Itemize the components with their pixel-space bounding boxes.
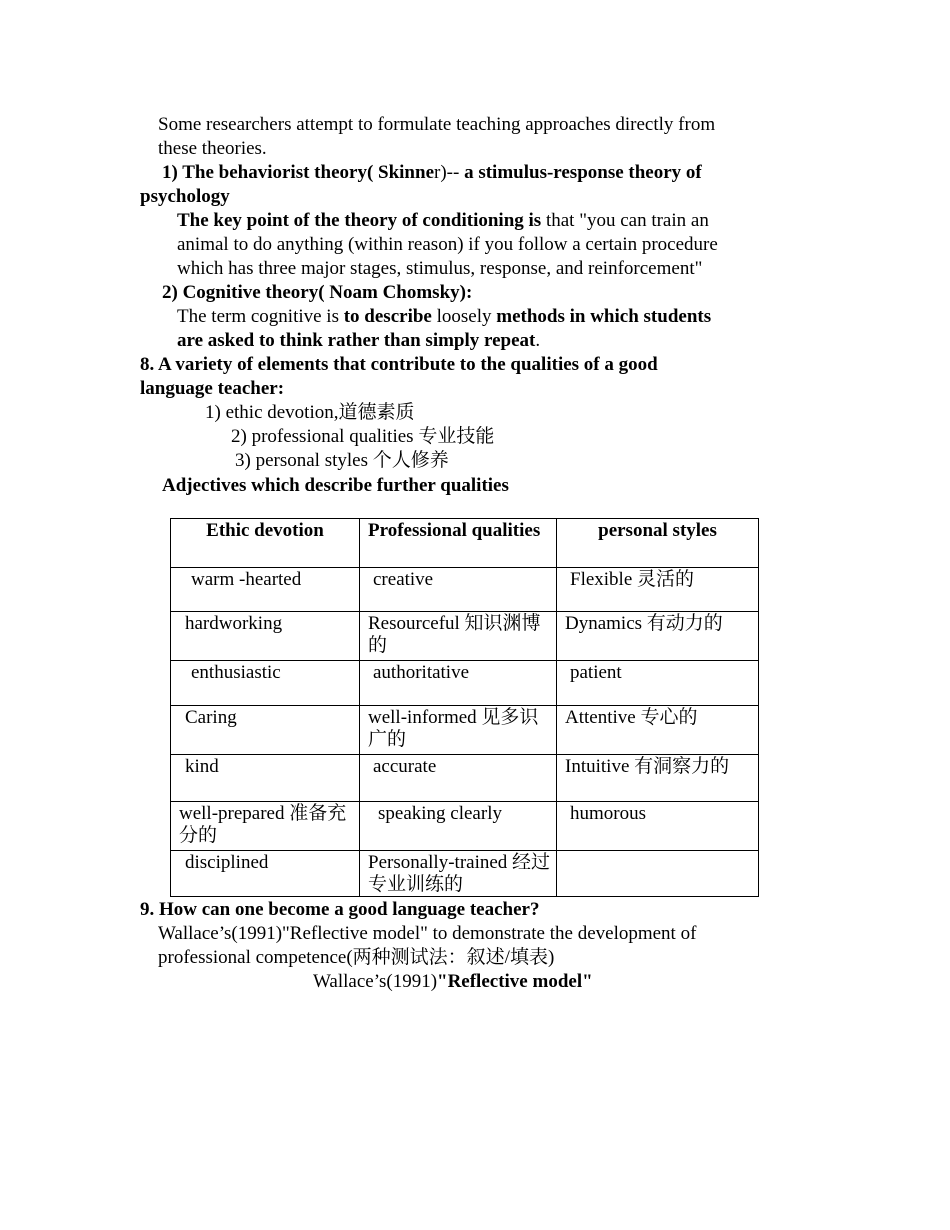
table-cell: Caring	[171, 706, 360, 755]
table-cell: enthusiastic	[171, 661, 360, 706]
table-cell: patient	[557, 661, 759, 706]
section-9-heading: 9. How can one become a good language teacher?	[140, 899, 540, 920]
intro-line-1: Some researchers attempt to formulate teaching approaches directly from	[158, 114, 716, 135]
adjectives-heading: Adjectives which describe further qualities	[162, 475, 509, 496]
table-cell: Resourceful 知识渊博的	[360, 612, 557, 661]
table-row	[171, 706, 759, 755]
table-cell: Flexible 灵活的	[557, 568, 759, 612]
table-cell: authoritative	[360, 661, 557, 706]
table-cell: well-prepared 准备充分的	[171, 802, 360, 851]
table-cell: well-informed 见多识广的	[360, 706, 557, 755]
table-cell: hardworking	[171, 612, 360, 661]
behaviorist-heading	[162, 161, 702, 185]
conditioning-line-2: animal to do anything (within reason) if you follow a certain procedure	[177, 234, 718, 255]
table-cell: kind	[171, 755, 360, 802]
behaviorist-heading-a: 1) The behaviorist theory( Skinne	[162, 162, 435, 183]
table-header: personal styles	[557, 519, 759, 568]
table-cell: Intuitive 有洞察力的	[557, 755, 759, 802]
cognitive-t1: The term cognitive is	[177, 306, 344, 327]
table-row	[171, 755, 759, 802]
cognitive-line-1	[177, 305, 711, 329]
table-row	[171, 568, 759, 612]
table-cell: warm -hearted	[171, 568, 360, 612]
cognitive-t4: methods in which students	[496, 306, 712, 327]
behaviorist-heading-b: r)--	[434, 162, 465, 183]
table-row	[171, 612, 759, 661]
conditioning-line-3: which has three major stages, stimulus, response, and reinforcement"	[177, 258, 703, 279]
table-header-row	[171, 519, 759, 568]
cognitive-line-2-end: .	[535, 330, 541, 351]
table-row	[171, 661, 759, 706]
table-cell: creative	[360, 568, 557, 612]
table-header: Professional qualities	[360, 519, 557, 568]
qualities-table	[170, 518, 759, 897]
behaviorist-heading-c: a stimulus-response theory of	[464, 162, 702, 183]
table-cell	[557, 851, 759, 897]
table-row	[171, 802, 759, 851]
section-8-heading-line-1: 8. A variety of elements that contribute to the qualities of a good	[140, 354, 658, 375]
table-cell: Personally-trained 经过专业训练的	[360, 851, 557, 897]
conditioning-key-bold: The key point of the theory of conditioning is	[177, 210, 542, 231]
section-9-line-2: professional competence(两种测试法：叙述/填表)	[158, 947, 555, 968]
cognitive-heading: 2) Cognitive theory( Noam Chomsky):	[162, 282, 473, 303]
table-cell: disciplined	[171, 851, 360, 897]
reflective-model-caption	[313, 970, 593, 994]
caption-bold: "Reflective model"	[437, 971, 593, 992]
cognitive-t2: to describe	[343, 306, 432, 327]
behaviorist-heading-line-2: psychology	[140, 186, 230, 207]
cognitive-t3: loosely	[431, 306, 497, 327]
table-cell: Attentive 专心的	[557, 706, 759, 755]
quality-item: 1) ethic devotion,道德素质	[205, 402, 415, 423]
section-9-line-1: Wallace’s(1991)"Reflective model" to demonstrate the development of	[158, 923, 697, 944]
table-cell: humorous	[557, 802, 759, 851]
cognitive-line-2	[177, 329, 540, 353]
caption-plain: Wallace’s(1991)	[313, 971, 438, 992]
quality-item: 2) professional qualities 专业技能	[231, 426, 495, 447]
table-header: Ethic devotion	[171, 519, 360, 568]
conditioning-key-rest: that "you can train an	[541, 210, 709, 231]
table-cell: accurate	[360, 755, 557, 802]
intro-line-2: these theories.	[158, 138, 267, 159]
cognitive-line-2-bold: are asked to think rather than simply repeat	[177, 330, 536, 351]
section-8-heading-line-2: language teacher:	[140, 378, 285, 399]
table-cell: speaking clearly	[360, 802, 557, 851]
quality-item: 3) personal styles 个人修养	[235, 450, 449, 471]
table-row	[171, 851, 759, 897]
conditioning-key-point	[177, 209, 709, 233]
table-cell: Dynamics 有动力的	[557, 612, 759, 661]
